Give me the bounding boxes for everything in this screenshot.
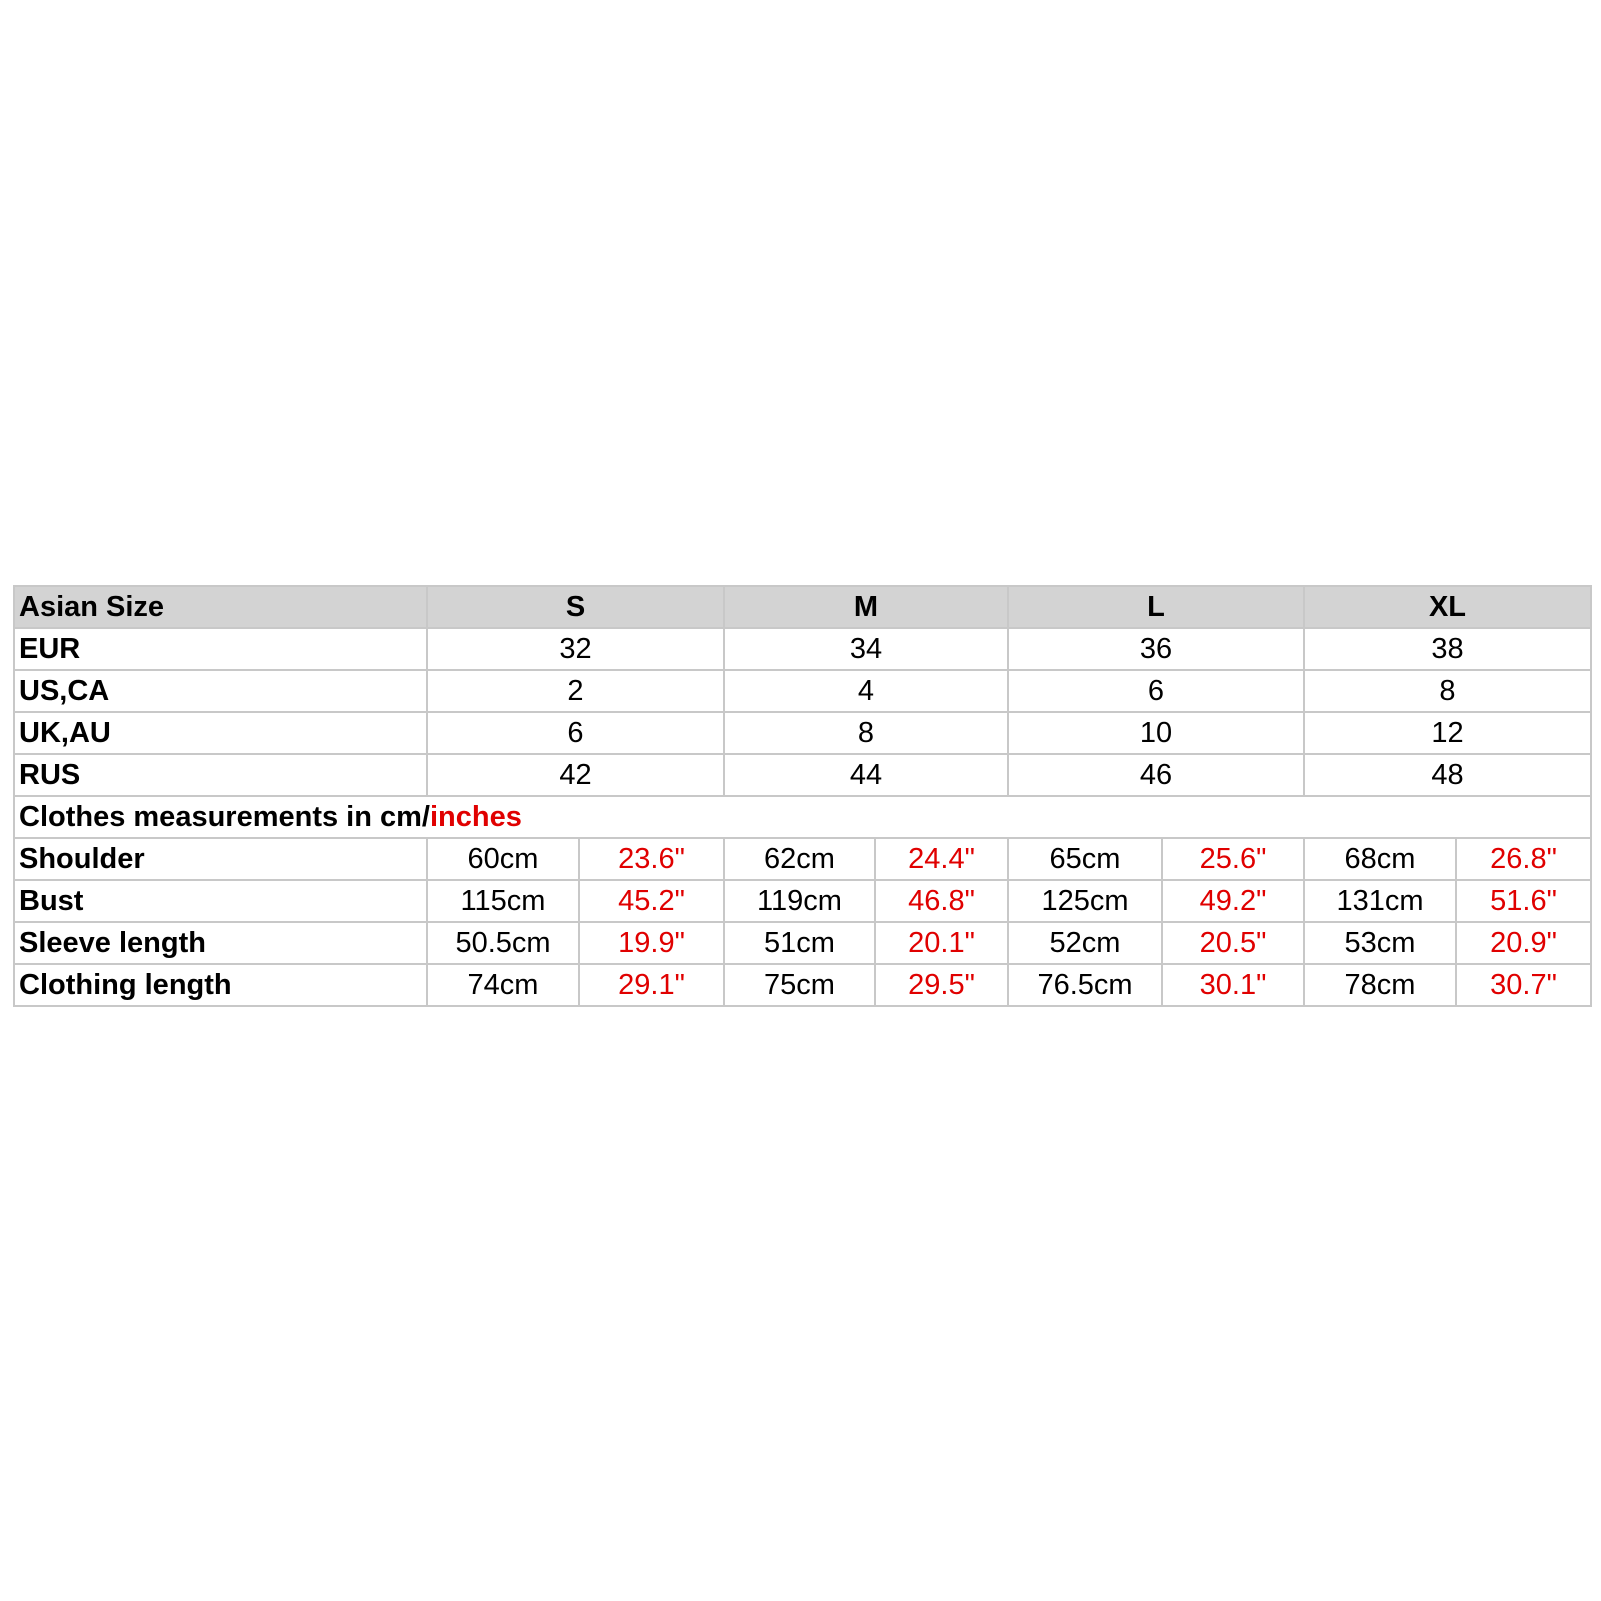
table-row [14,670,1591,712]
cm-cell: 65cm [1008,838,1162,880]
table-cell: 6 [427,712,724,754]
table-cell: 4 [724,670,1008,712]
table-row [14,964,1591,1006]
row-label: US,CA [14,670,427,712]
section-text-inches: inches [429,801,522,833]
inch-cell: 51.6" [1456,880,1591,922]
cm-cell: 75cm [724,964,875,1006]
table-row [14,922,1591,964]
table-cell: 46 [1008,754,1304,796]
inch-cell: 49.2" [1162,880,1304,922]
inch-cell: 20.1" [875,922,1008,964]
inch-cell: 25.6" [1162,838,1304,880]
table-row [14,838,1591,880]
cm-cell: 76.5cm [1008,964,1162,1006]
inch-cell: 20.9" [1456,922,1591,964]
size-chart-table [13,585,1592,1007]
cm-cell: 115cm [427,880,579,922]
cm-cell: 53cm [1304,922,1456,964]
header-label: Asian Size [14,586,427,628]
inch-cell: 46.8" [875,880,1008,922]
inch-cell: 24.4" [875,838,1008,880]
inch-cell: 23.6" [579,838,724,880]
inch-cell: 30.1" [1162,964,1304,1006]
table-header-row [14,586,1591,628]
table-cell: 6 [1008,670,1304,712]
inch-cell: 26.8" [1456,838,1591,880]
cm-cell: 50.5cm [427,922,579,964]
size-header-m: M [724,586,1008,628]
inch-cell: 29.5" [875,964,1008,1006]
table-row [14,712,1591,754]
cm-cell: 119cm [724,880,875,922]
cm-cell: 74cm [427,964,579,1006]
table-cell: 44 [724,754,1008,796]
section-header [14,796,1591,838]
row-label: Shoulder [14,838,427,880]
section-text: Clothes measurements in cm/ [19,801,430,833]
inch-cell: 30.7" [1456,964,1591,1006]
row-label: UK,AU [14,712,427,754]
table-row [14,628,1591,670]
table-row [14,754,1591,796]
cm-cell: 60cm [427,838,579,880]
table-cell: 8 [724,712,1008,754]
inch-cell: 19.9" [579,922,724,964]
row-label: RUS [14,754,427,796]
table-cell: 42 [427,754,724,796]
row-label: EUR [14,628,427,670]
cm-cell: 62cm [724,838,875,880]
row-label: Sleeve length [14,922,427,964]
table-cell: 10 [1008,712,1304,754]
table-cell: 2 [427,670,724,712]
size-header-l: L [1008,586,1304,628]
size-header-xl: XL [1304,586,1591,628]
cm-cell: 125cm [1008,880,1162,922]
table-cell: 8 [1304,670,1591,712]
inch-cell: 45.2" [579,880,724,922]
table-cell: 38 [1304,628,1591,670]
inch-cell: 29.1" [579,964,724,1006]
table-row [14,880,1591,922]
row-label: Clothing length [14,964,427,1006]
table-cell: 32 [427,628,724,670]
table-cell: 12 [1304,712,1591,754]
table-cell: 36 [1008,628,1304,670]
table-cell: 48 [1304,754,1591,796]
cm-cell: 68cm [1304,838,1456,880]
size-header-s: S [427,586,724,628]
inch-cell: 20.5" [1162,922,1304,964]
row-label: Bust [14,880,427,922]
table-cell: 34 [724,628,1008,670]
cm-cell: 131cm [1304,880,1456,922]
cm-cell: 78cm [1304,964,1456,1006]
section-header-row [14,796,1591,838]
cm-cell: 51cm [724,922,875,964]
cm-cell: 52cm [1008,922,1162,964]
